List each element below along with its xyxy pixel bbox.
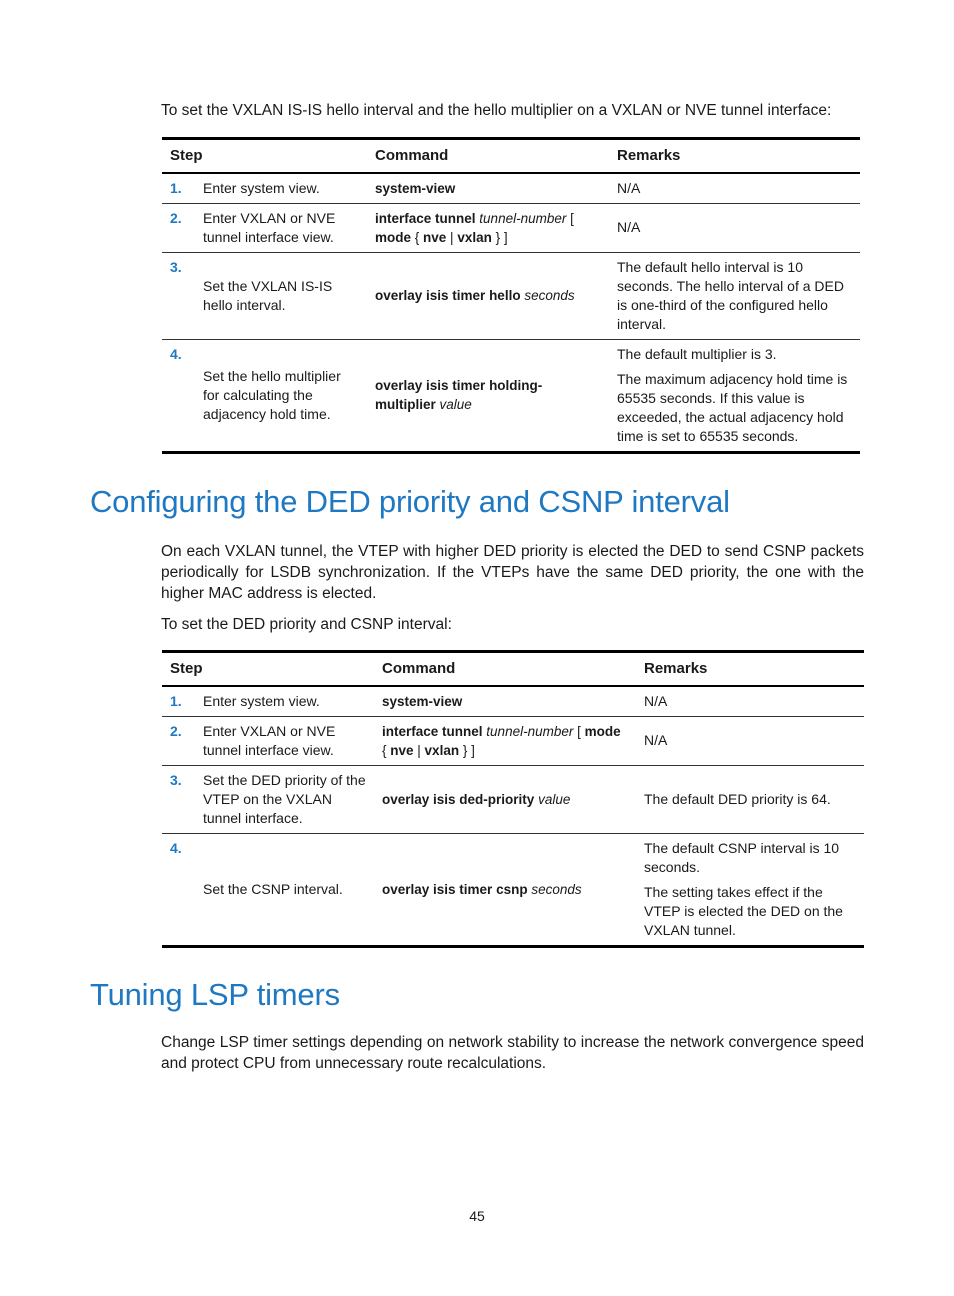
step-number: 4.: [162, 833, 203, 946]
step-description: Enter VXLAN or NVE tunnel interface view.: [203, 203, 367, 252]
step-command: [374, 833, 636, 946]
step-remarks: [636, 765, 864, 833]
command-argument: value: [439, 397, 472, 412]
command-keyword: overlay isis ded-priority: [382, 791, 535, 807]
command-keyword: nve: [390, 742, 414, 758]
step-remarks: [636, 716, 864, 765]
step-command: [367, 173, 609, 204]
step-description: Set the CSNP interval.: [203, 833, 374, 946]
step-remarks: [636, 833, 864, 946]
section-heading-lsp-timers: Tuning LSP timers: [90, 977, 340, 1012]
table-row: [162, 252, 860, 339]
command-keyword: mode: [375, 229, 412, 245]
step-remarks: [609, 173, 860, 204]
step-description: Enter system view.: [203, 173, 367, 204]
remark-text: N/A: [617, 179, 641, 196]
remark-text: The setting takes effect if the VTEP is elected the DED on the VXLAN tunnel.: [644, 883, 843, 938]
step-remarks: [609, 339, 860, 452]
table1-header-remarks: Remarks: [609, 139, 860, 173]
command-keyword: system-view: [375, 180, 456, 196]
command-keyword: mode: [584, 723, 621, 739]
step-command: [367, 203, 609, 252]
remark-text: N/A: [644, 732, 668, 748]
command-keyword: vxlan: [457, 229, 492, 245]
table1-header-command: Command: [367, 139, 609, 173]
table-row: [162, 765, 864, 833]
table1-intro: To set the VXLAN IS-IS hello interval and the hello multiplier on a VXLAN or NVE tunnel interface:: [161, 102, 832, 119]
step-description: Set the VXLAN IS-IS hello interval.: [203, 252, 367, 339]
remark-text: The default CSNP interval is 10 seconds.: [644, 839, 840, 875]
command-argument: seconds: [531, 881, 582, 897]
step-number: 2.: [162, 203, 203, 252]
section-heading-ded-csnp: Configuring the DED priority and CSNP interval: [90, 484, 730, 519]
step-description: Set the hello multiplier for calculating the adjacency hold time.: [203, 339, 367, 452]
table-row: [162, 173, 860, 204]
step-number: 2.: [162, 716, 203, 765]
command-argument: tunnel-number: [486, 723, 574, 739]
step-command: [374, 686, 636, 717]
remark-text: The default multiplier is 3.: [617, 345, 777, 362]
table2: [162, 650, 864, 948]
table2-header-command: Command: [374, 652, 636, 686]
remark-text: The default DED priority is 64.: [644, 790, 831, 807]
step-command: [367, 252, 609, 339]
table2-header-step: Step: [162, 652, 374, 686]
step-remarks: [609, 252, 860, 339]
command-syntax: } ]: [491, 229, 508, 245]
table-row: [162, 686, 864, 717]
command-keyword: overlay isis timer holding-multiplier: [375, 378, 543, 412]
command-syntax: {: [411, 229, 424, 245]
table2-intro: To set the DED priority and CSNP interval:: [161, 616, 452, 633]
step-number: 3.: [162, 252, 203, 339]
step-number: 1.: [162, 173, 203, 204]
step-remarks: [636, 686, 864, 717]
table-row: [162, 833, 864, 946]
page-number: 45: [469, 1208, 485, 1224]
command-keyword: interface tunnel: [375, 210, 476, 226]
section-ded-description: On each VXLAN tunnel, the VTEP with higher DED priority is elected the DED to send CSNP packets periodically for LSDB synchronization. If the VTEPs have the same DED priority, the one with the higher MAC address is elected.: [161, 543, 864, 602]
table1: [162, 137, 860, 454]
command-argument: seconds: [524, 288, 575, 303]
command-keyword: nve: [423, 229, 447, 245]
command-keyword: interface tunnel: [382, 723, 483, 739]
table-row: [162, 203, 860, 252]
remark-text: The default hello interval is 10 seconds. The hello interval of a DED is one-third of the configured hello interval.: [617, 258, 844, 332]
command-syntax: {: [382, 742, 391, 758]
command-argument: value: [538, 791, 571, 807]
step-number: 4.: [162, 339, 203, 452]
step-remarks: [609, 203, 860, 252]
command-keyword: overlay isis timer csnp: [382, 881, 528, 897]
table-row: [162, 339, 860, 452]
remark-text: The maximum adjacency hold time is 65535 seconds. If this value is exceeded, the actual adjacency hold time is set to 65535 seconds.: [617, 370, 848, 444]
command-keyword: system-view: [382, 693, 463, 709]
table1-header-step: Step: [162, 139, 367, 173]
table-row: [162, 716, 864, 765]
step-description: Enter system view.: [203, 686, 374, 717]
command-syntax: [: [566, 210, 574, 226]
command-syntax: |: [413, 742, 425, 758]
table2-header-remarks: Remarks: [636, 652, 864, 686]
section-lsp-description: Change LSP timer settings depending on network stability to increase the network convergence speed and protect CPU from unnecessary route recalculations.: [161, 1034, 864, 1072]
step-command: [374, 765, 636, 833]
command-argument: tunnel-number: [479, 210, 567, 226]
step-description: Enter VXLAN or NVE tunnel interface view.: [203, 716, 374, 765]
command-keyword: overlay isis timer hello: [375, 288, 521, 303]
command-syntax: } ]: [459, 742, 475, 758]
step-command: [374, 716, 636, 765]
command-syntax: [: [573, 723, 585, 739]
step-description: Set the DED priority of the VTEP on the VXLAN tunnel interface.: [203, 765, 374, 833]
remark-text: N/A: [644, 692, 668, 709]
remark-text: N/A: [617, 219, 641, 235]
step-command: [367, 339, 609, 452]
command-syntax: |: [446, 229, 458, 245]
step-number: 1.: [162, 686, 203, 717]
command-keyword: vxlan: [424, 742, 460, 758]
step-number: 3.: [162, 765, 203, 833]
